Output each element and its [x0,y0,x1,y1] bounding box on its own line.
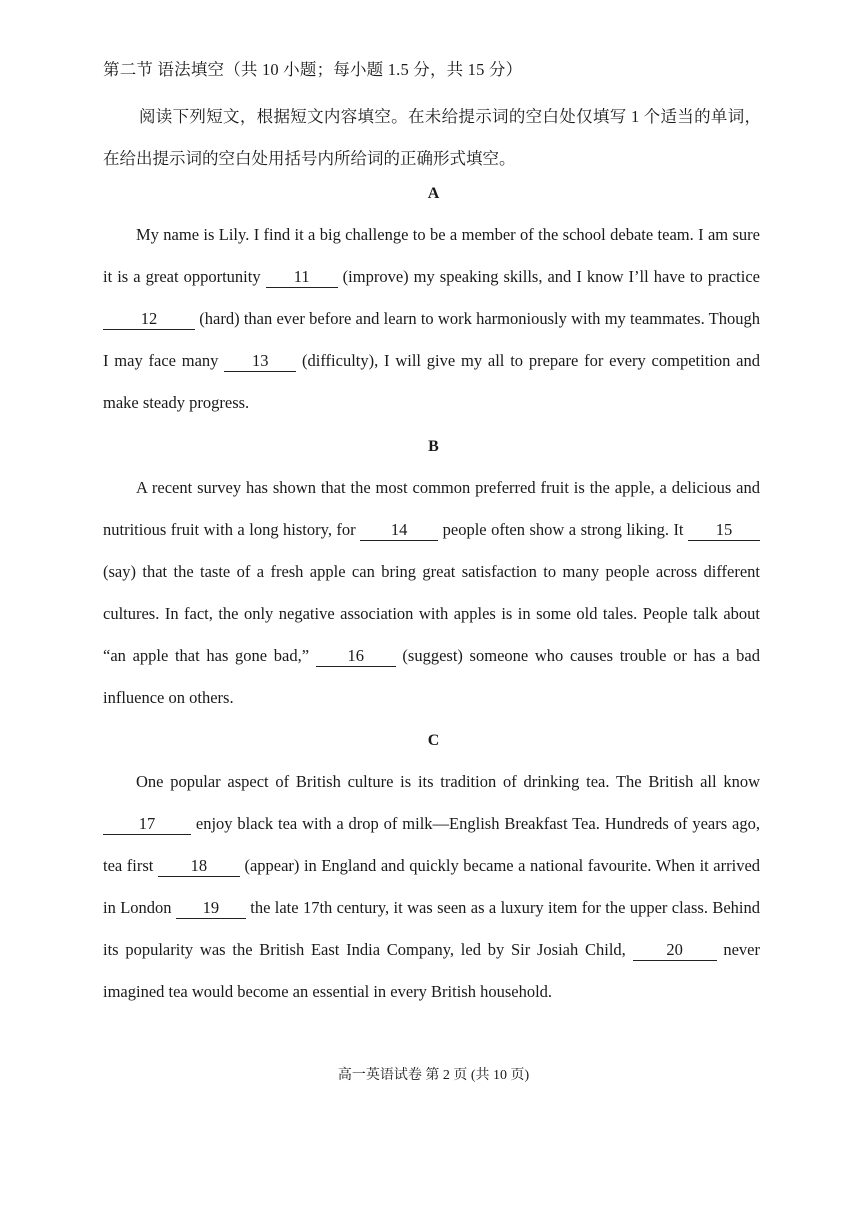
passage-text: (say) that the taste of a fresh apple can bring great satisfaction to many people across different cultures. In fact, the only negative association with apples is in some old tales. People talk about “an apple that has gone bad,” [103,562,760,665]
passage-text: (hard) than ever before and learn to work harmoniously with my teammates. Though I may face many [103,309,760,370]
passage-text: never imagined tea would become an essential in every British household. [103,940,760,1001]
blank-14[interactable]: 14 [360,520,438,541]
passage-text: (appear) in England and quickly became a national favourite. When it arrived in London [103,856,761,917]
passage-text: people often show a strong liking. It [438,520,688,539]
passage-text: enjoy black tea with a drop of milk—English Breakfast Tea. Hundreds of years ago, tea first [103,814,760,875]
passage-b-heading: B [428,438,439,455]
passage-c [103,761,760,1013]
blank-13[interactable]: 13 [224,351,296,372]
section-title: 第二节 语法填空（共 10 小题；每小题 1.5 分，共 15 分） [103,60,523,79]
passage-text: the late 17th century, it was seen as a luxury item for the upper class. Behind its popularity was the British East India Company, led by Sir Josiah Child, [103,898,760,959]
instructions: 阅读下列短文，根据短文内容填空。在未给提示词的空白处仅填写 1 个适当的单词，在给出提示词的空白处用括号内所给词的正确形式填空。 [103,107,761,168]
passage-text: (suggest) someone who causes trouble or has a bad influence on others. [103,646,760,707]
blank-12[interactable]: 12 [103,309,195,330]
blank-17[interactable]: 17 [103,814,191,835]
passage-a [103,214,760,424]
passage-text: (difficulty), I will give my all to prepare for every competition and make steady progress. [103,351,760,412]
blank-15[interactable]: 15 [688,520,760,541]
blank-18[interactable]: 18 [158,856,240,877]
blank-11[interactable]: 11 [266,267,338,288]
passage-text: A recent survey has shown that the most common preferred fruit is the apple, a delicious and nutritious fruit with a long history, for [103,478,760,539]
blank-16[interactable]: 16 [316,646,396,667]
passage-text: One popular aspect of British culture is its tradition of drinking tea. The British all know [136,772,760,791]
passage-c-heading: C [427,732,440,749]
blank-19[interactable]: 19 [176,898,246,919]
page-footer: 高一英语试卷 第 2 页 (共 10 页) [337,1068,530,1083]
passage-a-heading: A [427,185,440,202]
blank-20[interactable]: 20 [633,940,717,961]
passage-text: (improve) my speaking skills, and I know I’ll have to practice [337,267,760,286]
passage-text: My name is Lily. I find it a big challenge to be a member of the school debate team. I am sure it is a great opportunity [103,225,760,286]
passage-b [103,467,760,719]
